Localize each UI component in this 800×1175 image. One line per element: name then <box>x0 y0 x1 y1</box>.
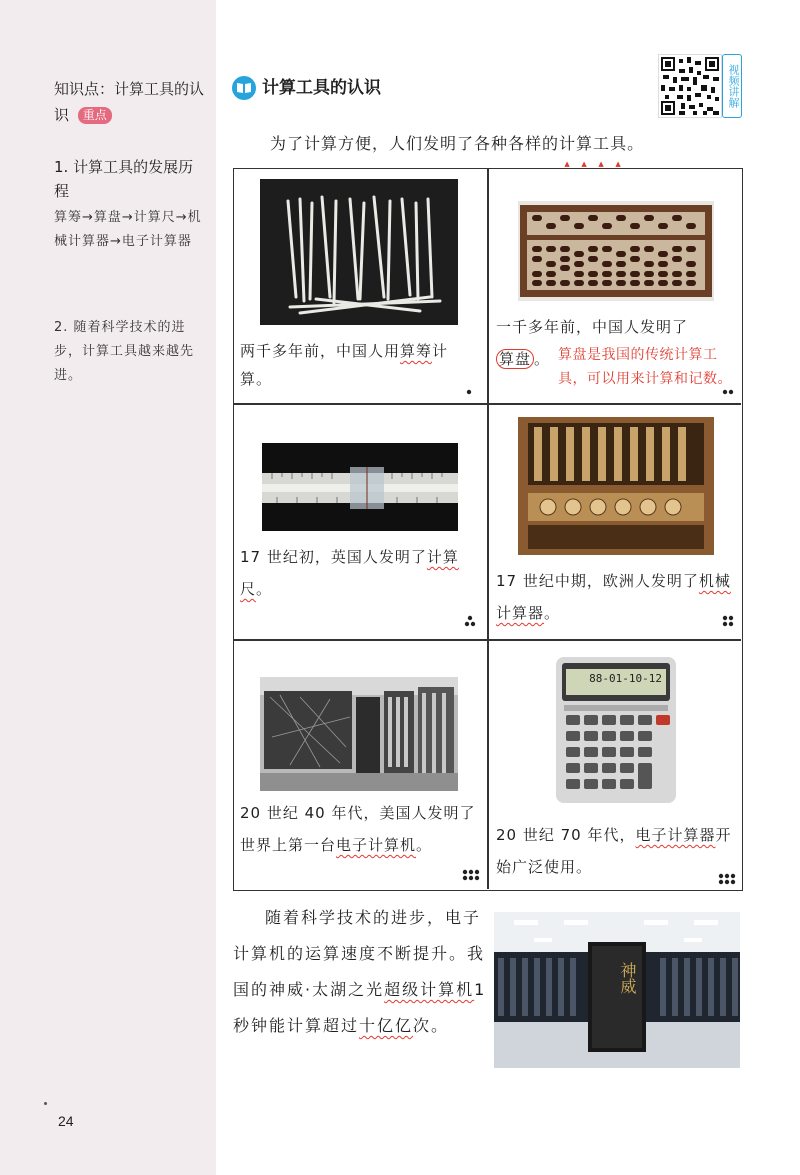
emphasis-char: 工 ▲ <box>593 134 610 153</box>
difficulty-dots-2 <box>722 389 734 395</box>
paragraph-text: 次。 <box>413 1016 450 1035</box>
book-icon <box>232 76 256 100</box>
video-explain-label[interactable]: 视频讲解 <box>722 54 742 118</box>
counting-rods-image <box>260 179 458 325</box>
cell-text-part: 。 <box>534 350 551 368</box>
emphasis-number: 十亿亿 <box>359 1016 414 1035</box>
cell-abacus-text <box>496 313 736 341</box>
paragraph-text: 1 秒钟能计算超过 <box>233 980 487 1035</box>
cell-text-part: 。 <box>256 580 273 598</box>
supercomputer-label: 神威 <box>618 962 637 994</box>
supercomputer-paragraph <box>233 900 491 1044</box>
cell-mechanical-text <box>496 565 736 629</box>
difficulty-dots-3 <box>464 615 476 627</box>
cell-rods-text <box>240 337 478 393</box>
point1-text: 算筹→算盘→计算尺→机械计算器→电子计算器 <box>54 210 202 249</box>
point2-text: 2. 随着科学技术的进步，计算工具越来越先进。 <box>54 320 195 383</box>
eniac-image <box>260 677 458 791</box>
cell-text-part: 两千多年前，中国人用 <box>240 342 401 360</box>
page-number: 24 <box>58 1113 74 1129</box>
mechanical-calculator-image <box>518 417 714 555</box>
cell-eniac-text <box>240 797 484 861</box>
keyword-electronic-calculator: 电子计算器 <box>635 826 716 844</box>
keyword-electronic-computer: 电子计算机 <box>336 836 417 854</box>
tools-history-grid <box>233 168 743 891</box>
keyword-counting-rods: 算筹 <box>400 342 433 360</box>
keyword-mechanical-calculator: 机械计算器 <box>496 572 731 622</box>
paragraph-text: 随着科学技术的进步，电子计算机的运算速度不断提升。我国的神威·太湖之光 <box>233 908 486 999</box>
calculator-display: 88-01-10-12 <box>589 672 662 685</box>
intro-text: 为了计算方便，人们发明了各种各样的 <box>270 134 560 153</box>
cell-text-part: 17 世纪中期，欧洲人发明了 <box>496 572 699 590</box>
difficulty-dots-5 <box>462 869 480 881</box>
cell-slide-rule-text <box>240 541 480 605</box>
keyword-slide-rule: 计算尺 <box>240 548 459 598</box>
cell-calculator-text <box>496 819 738 883</box>
grid-divider <box>234 403 741 405</box>
emphasis-char: 算 ▲ <box>576 134 593 153</box>
cell-text-part: 开始广泛使用。 <box>496 826 732 876</box>
difficulty-dots-1 <box>466 389 472 395</box>
key-point-badge: 重点 <box>78 107 112 124</box>
knowledge-sidebar <box>0 0 216 1175</box>
sidebar-title <box>54 76 214 128</box>
abacus-note: 算盘是我国的传统计算工具，可以用来计算和记数。 <box>558 347 732 387</box>
cell-text-part: 。 <box>416 836 433 854</box>
cell-text-part: 17 世纪初，英国人发明了 <box>240 548 427 566</box>
cell-text-part: 20 世纪 40 年代，美国人发明了世界上第一台 <box>240 804 476 854</box>
grid-divider <box>487 169 489 889</box>
grid-divider <box>234 639 741 641</box>
cell-text-part: 一千多年前，中国人发明了 <box>496 318 689 336</box>
abacus-image <box>518 201 714 301</box>
qr-code-icon[interactable] <box>658 54 722 118</box>
keyword-supercomputer: 超级计算机 <box>384 980 475 999</box>
section-title: 计算工具的认识 <box>262 78 381 98</box>
cell-text-part: 计算。 <box>240 342 449 388</box>
page-dot <box>44 1102 47 1105</box>
difficulty-dots-4 <box>722 615 734 627</box>
cell-text-part: 20 世纪 70 年代， <box>496 826 636 844</box>
supercomputer-image <box>494 912 740 1068</box>
difficulty-dots-6 <box>718 873 736 885</box>
emphasis-char: 计 ▲ <box>559 134 576 153</box>
intro-sentence <box>270 132 644 156</box>
point1-heading: 1. 计算工具的发展历程 <box>54 158 194 200</box>
calculator-image <box>556 657 676 803</box>
slide-rule-image <box>262 443 458 531</box>
emphasis-char: 具 ▲ <box>610 134 627 153</box>
cell-text-part: 。 <box>544 604 561 622</box>
sidebar-title-text: 知识点：计算工具的认识 <box>54 80 205 124</box>
keyword-abacus: 算盘 <box>496 349 534 369</box>
intro-end: 。 <box>627 134 645 153</box>
